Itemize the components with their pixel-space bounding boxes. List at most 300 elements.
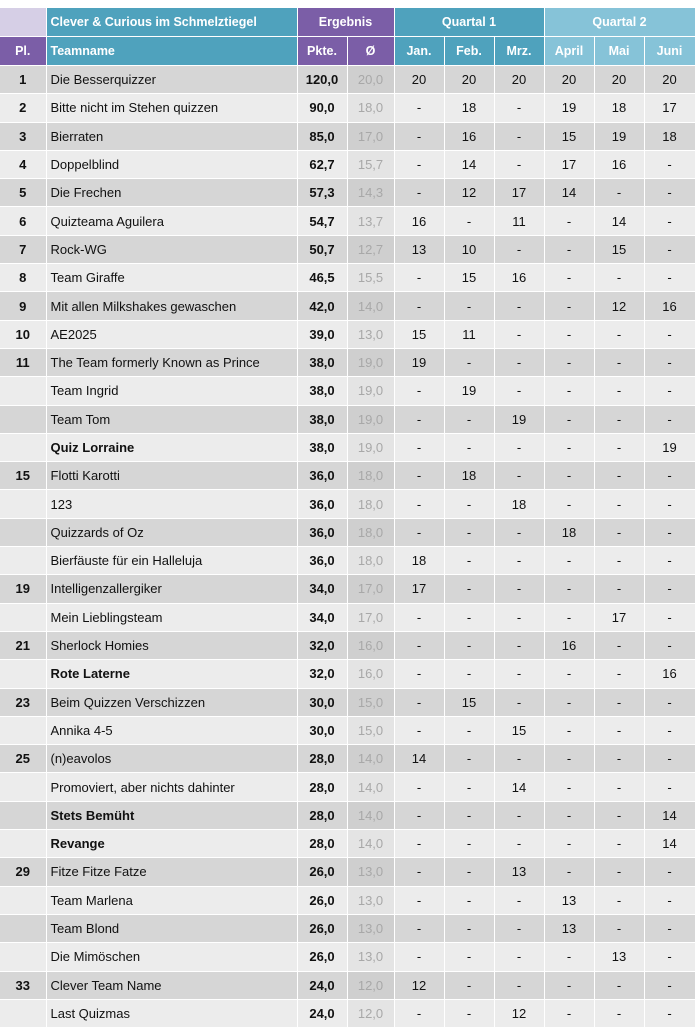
team-name-cell: Revange — [46, 830, 297, 858]
month-may-cell: - — [594, 405, 644, 433]
table-row — [0, 490, 695, 518]
points-cell: 90,0 — [297, 94, 347, 122]
month-feb-cell: 16 — [444, 122, 494, 150]
average-cell: 19,0 — [347, 348, 394, 376]
month-may-cell: - — [594, 801, 644, 829]
place-cell: 23 — [0, 688, 46, 716]
team-name-cell: Quizzards of Oz — [46, 518, 297, 546]
table-row — [0, 235, 695, 263]
month-apr-cell: - — [544, 207, 594, 235]
month-mar-cell: - — [494, 518, 544, 546]
points-cell: 62,7 — [297, 150, 347, 178]
place-cell: 6 — [0, 207, 46, 235]
month-jun-cell: - — [644, 858, 695, 886]
header-blank-cell — [0, 8, 46, 37]
month-may-cell: 17 — [594, 603, 644, 631]
month-feb-cell: - — [444, 631, 494, 659]
team-name-cell: Doppelblind — [46, 150, 297, 178]
month-mar-cell: - — [494, 886, 544, 914]
place-cell — [0, 773, 46, 801]
month-mar-cell: 16 — [494, 264, 544, 292]
month-may-cell: 13 — [594, 943, 644, 971]
average-cell: 13,0 — [347, 943, 394, 971]
month-feb-cell: - — [444, 716, 494, 744]
month-mar-cell: 14 — [494, 773, 544, 801]
team-name-cell: Bierraten — [46, 122, 297, 150]
month-apr-cell: - — [544, 688, 594, 716]
table-row — [0, 179, 695, 207]
month-feb-cell: - — [444, 207, 494, 235]
month-feb-cell: - — [444, 603, 494, 631]
month-apr-cell: - — [544, 490, 594, 518]
average-cell: 16,0 — [347, 660, 394, 688]
month-jan-cell: - — [394, 773, 444, 801]
team-name-cell: Mein Lieblingsteam — [46, 603, 297, 631]
month-jun-cell: - — [644, 207, 695, 235]
month-may-cell: - — [594, 179, 644, 207]
average-cell: 18,0 — [347, 94, 394, 122]
month-jan-cell: 18 — [394, 547, 444, 575]
points-cell: 38,0 — [297, 348, 347, 376]
month-mar-cell: - — [494, 292, 544, 320]
average-cell: 15,5 — [347, 264, 394, 292]
month-jan-cell: - — [394, 858, 444, 886]
month-mar-cell: - — [494, 660, 544, 688]
month-apr-cell: - — [544, 575, 594, 603]
month-may-cell: - — [594, 377, 644, 405]
team-name-cell: Team Ingrid — [46, 377, 297, 405]
points-cell: 36,0 — [297, 490, 347, 518]
table-row — [0, 462, 695, 490]
col-header-place: Pl. — [0, 37, 46, 66]
month-mar-cell: - — [494, 150, 544, 178]
month-apr-cell: - — [544, 660, 594, 688]
team-name-cell: Rote Laterne — [46, 660, 297, 688]
place-cell — [0, 716, 46, 744]
month-feb-cell: - — [444, 830, 494, 858]
points-cell: 34,0 — [297, 603, 347, 631]
header-group-row — [0, 8, 695, 37]
month-feb-cell: - — [444, 433, 494, 461]
month-jan-cell: - — [394, 603, 444, 631]
month-mar-cell: 11 — [494, 207, 544, 235]
month-feb-cell: 15 — [444, 688, 494, 716]
average-cell: 14,0 — [347, 745, 394, 773]
table-row — [0, 745, 695, 773]
table-row — [0, 66, 695, 94]
month-may-cell: - — [594, 547, 644, 575]
month-jun-cell: - — [644, 943, 695, 971]
month-apr-cell: 17 — [544, 150, 594, 178]
month-jun-cell: 16 — [644, 660, 695, 688]
team-name-cell: Stets Bemüht — [46, 801, 297, 829]
team-name-cell: Mit allen Milkshakes gewaschen — [46, 292, 297, 320]
month-mar-cell: - — [494, 235, 544, 263]
month-may-cell: - — [594, 971, 644, 999]
month-may-cell: 18 — [594, 94, 644, 122]
points-cell: 24,0 — [297, 999, 347, 1027]
points-cell: 26,0 — [297, 858, 347, 886]
quarter-2-header: Quartal 2 — [544, 8, 695, 37]
month-apr-cell: 19 — [544, 94, 594, 122]
month-jun-cell: - — [644, 971, 695, 999]
month-jun-cell: 14 — [644, 801, 695, 829]
month-jan-cell: - — [394, 801, 444, 829]
table-row — [0, 716, 695, 744]
month-mar-cell: 13 — [494, 858, 544, 886]
month-jan-cell: 20 — [394, 66, 444, 94]
result-header: Ergebnis — [297, 8, 394, 37]
points-cell: 36,0 — [297, 462, 347, 490]
col-header-points: Pkte. — [297, 37, 347, 66]
month-jun-cell: - — [644, 462, 695, 490]
month-jan-cell: 14 — [394, 745, 444, 773]
place-cell: 4 — [0, 150, 46, 178]
month-apr-cell: 13 — [544, 914, 594, 942]
points-cell: 38,0 — [297, 433, 347, 461]
points-cell: 42,0 — [297, 292, 347, 320]
points-cell: 24,0 — [297, 971, 347, 999]
month-apr-cell: - — [544, 999, 594, 1027]
month-apr-cell: - — [544, 773, 594, 801]
place-cell — [0, 999, 46, 1027]
month-apr-cell: 18 — [544, 518, 594, 546]
month-jan-cell: - — [394, 94, 444, 122]
month-apr-cell: 13 — [544, 886, 594, 914]
month-mar-cell: - — [494, 348, 544, 376]
month-jan-cell: 15 — [394, 320, 444, 348]
month-jun-cell: 17 — [644, 94, 695, 122]
col-header-team: Teamname — [46, 37, 297, 66]
table-row — [0, 631, 695, 659]
month-may-cell: - — [594, 999, 644, 1027]
month-feb-cell: - — [444, 292, 494, 320]
points-cell: 28,0 — [297, 745, 347, 773]
table-row — [0, 575, 695, 603]
month-mar-cell: - — [494, 801, 544, 829]
team-name-cell: Fitze Fitze Fatze — [46, 858, 297, 886]
average-cell: 12,0 — [347, 999, 394, 1027]
month-jan-cell: - — [394, 122, 444, 150]
month-feb-cell: 10 — [444, 235, 494, 263]
table-row — [0, 660, 695, 688]
team-name-cell: Team Giraffe — [46, 264, 297, 292]
month-jan-cell: - — [394, 631, 444, 659]
place-cell — [0, 433, 46, 461]
col-header-mar: Mrz. — [494, 37, 544, 66]
points-cell: 34,0 — [297, 575, 347, 603]
average-cell: 12,7 — [347, 235, 394, 263]
average-cell: 19,0 — [347, 377, 394, 405]
table-row — [0, 547, 695, 575]
month-feb-cell: - — [444, 660, 494, 688]
month-apr-cell: - — [544, 971, 594, 999]
average-cell: 13,0 — [347, 320, 394, 348]
team-name-cell: Quiz Lorraine — [46, 433, 297, 461]
month-jan-cell: - — [394, 518, 444, 546]
table-row — [0, 433, 695, 461]
month-jan-cell: 12 — [394, 971, 444, 999]
points-cell: 36,0 — [297, 547, 347, 575]
month-jan-cell: - — [394, 433, 444, 461]
month-mar-cell: - — [494, 914, 544, 942]
month-feb-cell: 20 — [444, 66, 494, 94]
table-row — [0, 207, 695, 235]
average-cell: 14,0 — [347, 830, 394, 858]
team-name-cell: Team Tom — [46, 405, 297, 433]
table-row — [0, 348, 695, 376]
average-cell: 17,0 — [347, 122, 394, 150]
month-apr-cell: 20 — [544, 66, 594, 94]
month-jun-cell: - — [644, 377, 695, 405]
table-row — [0, 858, 695, 886]
month-apr-cell: - — [544, 716, 594, 744]
place-cell: 1 — [0, 66, 46, 94]
month-apr-cell: - — [544, 858, 594, 886]
col-header-jun: Juni — [644, 37, 695, 66]
points-cell: 54,7 — [297, 207, 347, 235]
month-feb-cell: - — [444, 405, 494, 433]
place-cell — [0, 914, 46, 942]
month-mar-cell: - — [494, 971, 544, 999]
month-feb-cell: - — [444, 914, 494, 942]
month-may-cell: - — [594, 716, 644, 744]
average-cell: 18,0 — [347, 547, 394, 575]
team-name-cell: The Team formerly Known as Prince — [46, 348, 297, 376]
average-cell: 13,0 — [347, 914, 394, 942]
table-body — [0, 66, 695, 1028]
month-mar-cell: - — [494, 433, 544, 461]
month-feb-cell: 14 — [444, 150, 494, 178]
table-row — [0, 801, 695, 829]
month-apr-cell: - — [544, 830, 594, 858]
month-apr-cell: - — [544, 462, 594, 490]
month-apr-cell: - — [544, 433, 594, 461]
month-may-cell: 16 — [594, 150, 644, 178]
month-jun-cell: - — [644, 179, 695, 207]
month-may-cell: - — [594, 688, 644, 716]
month-feb-cell: - — [444, 858, 494, 886]
team-name-cell: Die Frechen — [46, 179, 297, 207]
place-cell: 19 — [0, 575, 46, 603]
month-jan-cell: - — [394, 490, 444, 518]
month-jun-cell: - — [644, 688, 695, 716]
month-mar-cell: - — [494, 320, 544, 348]
average-cell: 15,0 — [347, 716, 394, 744]
month-jan-cell: - — [394, 886, 444, 914]
month-jun-cell: - — [644, 631, 695, 659]
team-name-cell: Annika 4-5 — [46, 716, 297, 744]
month-mar-cell: - — [494, 547, 544, 575]
average-cell: 14,0 — [347, 801, 394, 829]
month-feb-cell: - — [444, 773, 494, 801]
month-jun-cell: - — [644, 150, 695, 178]
month-mar-cell: - — [494, 575, 544, 603]
place-cell — [0, 547, 46, 575]
month-jun-cell: 16 — [644, 292, 695, 320]
month-jun-cell: 19 — [644, 433, 695, 461]
month-apr-cell: - — [544, 547, 594, 575]
month-feb-cell: - — [444, 547, 494, 575]
month-mar-cell: - — [494, 688, 544, 716]
month-jun-cell: - — [644, 575, 695, 603]
place-cell — [0, 801, 46, 829]
group-title: Clever & Curious im Schmelztiegel — [46, 8, 297, 37]
month-mar-cell: - — [494, 94, 544, 122]
place-cell — [0, 405, 46, 433]
points-cell: 26,0 — [297, 943, 347, 971]
table-header — [0, 8, 695, 66]
header-column-row — [0, 37, 695, 66]
month-jun-cell: - — [644, 547, 695, 575]
place-cell — [0, 830, 46, 858]
month-mar-cell: - — [494, 122, 544, 150]
table-row — [0, 320, 695, 348]
month-jun-cell: - — [644, 716, 695, 744]
team-name-cell: Sherlock Homies — [46, 631, 297, 659]
team-name-cell: Beim Quizzen Verschizzen — [46, 688, 297, 716]
month-may-cell: 19 — [594, 122, 644, 150]
month-may-cell: - — [594, 830, 644, 858]
month-feb-cell: - — [444, 348, 494, 376]
col-header-may: Mai — [594, 37, 644, 66]
place-cell: 7 — [0, 235, 46, 263]
points-cell: 39,0 — [297, 320, 347, 348]
month-jun-cell: 14 — [644, 830, 695, 858]
table-row — [0, 292, 695, 320]
month-jun-cell: - — [644, 603, 695, 631]
place-cell — [0, 660, 46, 688]
month-jan-cell: 19 — [394, 348, 444, 376]
month-may-cell: 12 — [594, 292, 644, 320]
place-cell: 25 — [0, 745, 46, 773]
month-jan-cell: - — [394, 716, 444, 744]
month-jan-cell: - — [394, 660, 444, 688]
month-apr-cell: 15 — [544, 122, 594, 150]
month-may-cell: - — [594, 518, 644, 546]
team-name-cell: Team Marlena — [46, 886, 297, 914]
table-row — [0, 971, 695, 999]
average-cell: 19,0 — [347, 433, 394, 461]
table-row — [0, 150, 695, 178]
month-apr-cell: - — [544, 264, 594, 292]
place-cell: 11 — [0, 348, 46, 376]
points-cell: 38,0 — [297, 377, 347, 405]
month-jan-cell: - — [394, 377, 444, 405]
points-cell: 32,0 — [297, 660, 347, 688]
month-jun-cell: - — [644, 348, 695, 376]
month-mar-cell: 17 — [494, 179, 544, 207]
team-name-cell: Bitte nicht im Stehen quizzen — [46, 94, 297, 122]
place-cell — [0, 518, 46, 546]
points-cell: 32,0 — [297, 631, 347, 659]
month-apr-cell: - — [544, 377, 594, 405]
month-mar-cell: - — [494, 603, 544, 631]
points-cell: 50,7 — [297, 235, 347, 263]
points-cell: 120,0 — [297, 66, 347, 94]
month-feb-cell: 19 — [444, 377, 494, 405]
month-jun-cell: - — [644, 518, 695, 546]
month-apr-cell: - — [544, 320, 594, 348]
month-may-cell: 20 — [594, 66, 644, 94]
leaderboard-table — [0, 8, 695, 1028]
month-may-cell: - — [594, 264, 644, 292]
month-may-cell: - — [594, 886, 644, 914]
average-cell: 18,0 — [347, 462, 394, 490]
points-cell: 46,5 — [297, 264, 347, 292]
month-jan-cell: - — [394, 405, 444, 433]
average-cell: 12,0 — [347, 971, 394, 999]
month-feb-cell: 11 — [444, 320, 494, 348]
points-cell: 28,0 — [297, 773, 347, 801]
month-jan-cell: - — [394, 150, 444, 178]
month-feb-cell: - — [444, 999, 494, 1027]
table-row — [0, 886, 695, 914]
col-header-apr: April — [544, 37, 594, 66]
team-name-cell: Die Besserquizzer — [46, 66, 297, 94]
points-cell: 38,0 — [297, 405, 347, 433]
month-mar-cell: 20 — [494, 66, 544, 94]
table-row — [0, 94, 695, 122]
month-jan-cell: - — [394, 943, 444, 971]
month-feb-cell: - — [444, 971, 494, 999]
month-may-cell: - — [594, 858, 644, 886]
table-row — [0, 518, 695, 546]
table-row — [0, 830, 695, 858]
month-mar-cell: - — [494, 462, 544, 490]
table-row — [0, 603, 695, 631]
place-cell: 2 — [0, 94, 46, 122]
points-cell: 36,0 — [297, 518, 347, 546]
team-name-cell: Flotti Karotti — [46, 462, 297, 490]
quarter-1-header: Quartal 1 — [394, 8, 544, 37]
month-jan-cell: - — [394, 688, 444, 716]
points-cell: 28,0 — [297, 801, 347, 829]
place-cell: 29 — [0, 858, 46, 886]
team-name-cell: Last Quizmas — [46, 999, 297, 1027]
team-name-cell: 123 — [46, 490, 297, 518]
points-cell: 26,0 — [297, 914, 347, 942]
month-feb-cell: - — [444, 745, 494, 773]
team-name-cell: Clever Team Name — [46, 971, 297, 999]
month-may-cell: - — [594, 348, 644, 376]
month-mar-cell: - — [494, 745, 544, 773]
team-name-cell: Team Blond — [46, 914, 297, 942]
month-apr-cell: 14 — [544, 179, 594, 207]
average-cell: 20,0 — [347, 66, 394, 94]
place-cell: 10 — [0, 320, 46, 348]
place-cell: 5 — [0, 179, 46, 207]
average-cell: 15,0 — [347, 688, 394, 716]
average-cell: 17,0 — [347, 603, 394, 631]
month-feb-cell: - — [444, 886, 494, 914]
month-feb-cell: - — [444, 801, 494, 829]
average-cell: 18,0 — [347, 518, 394, 546]
month-apr-cell: - — [544, 745, 594, 773]
month-jan-cell: 17 — [394, 575, 444, 603]
average-cell: 19,0 — [347, 405, 394, 433]
table-row — [0, 943, 695, 971]
col-header-jan: Jan. — [394, 37, 444, 66]
month-apr-cell: - — [544, 348, 594, 376]
month-jun-cell: - — [644, 320, 695, 348]
month-jun-cell: - — [644, 264, 695, 292]
place-cell: 21 — [0, 631, 46, 659]
team-name-cell: (n)eavolos — [46, 745, 297, 773]
average-cell: 15,7 — [347, 150, 394, 178]
points-cell: 28,0 — [297, 830, 347, 858]
month-may-cell: - — [594, 745, 644, 773]
